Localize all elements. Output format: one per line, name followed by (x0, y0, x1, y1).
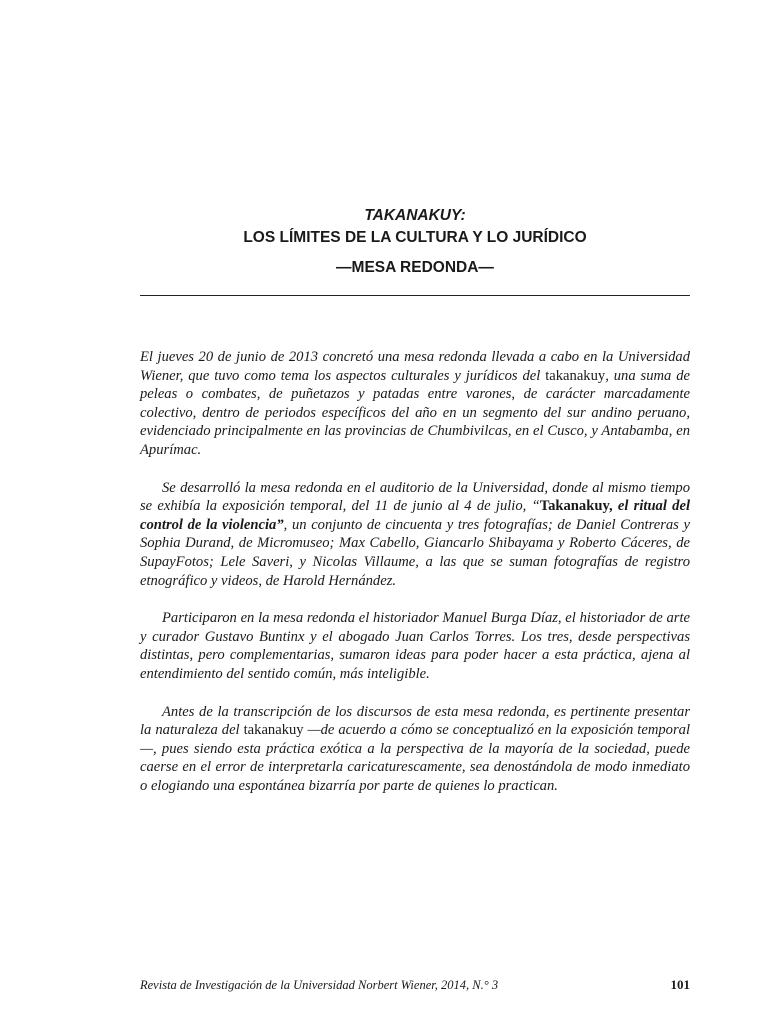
paragraph-4-text-a: Antes de la transcripción de los discursos de esta mesa redonda, es pertinente presentar la naturaleza del (140, 703, 690, 739)
paragraph-2 (140, 479, 690, 591)
title-divider (140, 295, 690, 296)
paragraph-2-text-d: , un conjunto de cincuenta y tres fotografías; de Daniel Contreras y Sophia Durand, de Micromuseo; Max Cabello, Giancarlo Shibayama y Roberto Cáceres, de SupayFotos; Lele Saveri, y Nicolas Villaume, a las que se suman fotografías de registro etnográfico y videos, de Harold Hernández. (140, 516, 690, 589)
paragraph-1-text-c: , una suma de peleas o combates, de puñetazos y patadas entre varones, de carácter marcadamente colectivo, dentro de periodos específicos del año en un segmento del sur andino peruano, evidenciado principalmente en las provincias de Chumbivilcas, en el Cusco, y Antabamba, en Apurímac. (140, 367, 691, 458)
title-italic: TAKANAKUY: (364, 207, 466, 224)
paragraph-4-term: takanakuy (243, 722, 304, 739)
paragraph-2-text-a: Se desarrolló la mesa redonda en el auditorio de la Universidad, donde al mismo tiempo se exhibía la exposición temporal, del 11 de junio al 4 de julio, “ (140, 479, 690, 515)
title-main: LOS LÍMITES DE LA CULTURA Y LO JURÍDICO (243, 229, 587, 246)
paragraph-1-text-a: El jueves 20 de junio de 2013 concretó una mesa redonda llevada a cabo en la Universidad Wiener, que tuvo como tema los aspectos culturales y jurídicos del (140, 349, 690, 384)
paragraph-1-term: takanakuy (545, 367, 606, 384)
title-block (140, 205, 690, 279)
paragraph-1 (140, 348, 690, 460)
page-number: 101 (670, 977, 690, 992)
page-footer (140, 977, 690, 993)
paragraph-3: Participaron en la mesa redonda el historiador Manuel Burga Díaz, el historiador de arte y curador Gustavo Buntinx y el abogado Juan Carlos Torres. Los tres, desde perspectivas distintas, pero complementarias, sumaron ideas para poder hacer a esta práctica, ajena al entendimiento del sentido común, más inteligible. (140, 610, 690, 682)
paragraph-2-exhibit-subtitle: el ritual del control de la violencia” (140, 498, 691, 533)
subtitle: —MESA REDONDA— (336, 259, 494, 276)
paragraph-4-text-c: —de acuerdo a cómo se conceptualizó en la exposición temporal—, pues siendo esta práctica exótica a la perspectiva de la mayoría de la sociedad, puede caerse en el error de interpretarla caricaturescamente, sea denostándola de modo inmediato o elogiando una espontánea bizarría por parte de quienes lo practican. (140, 722, 690, 794)
body-text (140, 348, 690, 814)
footer-journal: Revista de Investigación de la Universidad Norbert Wiener, 2014, N.° 3 (140, 978, 499, 992)
paragraph-2-exhibit-name: Takanakuy, (539, 498, 618, 515)
paragraph-4 (140, 703, 690, 796)
